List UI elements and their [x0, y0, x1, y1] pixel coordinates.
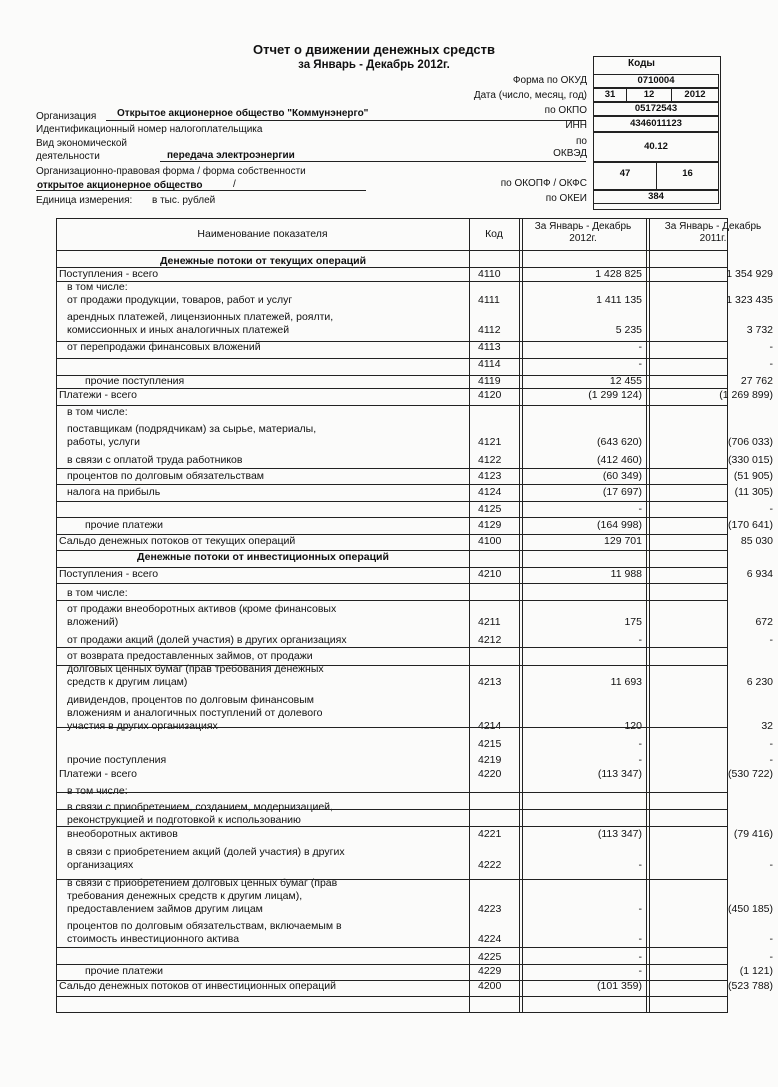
row-value-2011: -: [769, 951, 773, 963]
row-code: 4210: [478, 568, 502, 580]
row-divider: [56, 647, 728, 648]
row-name: реконструкцией и подготовкой к использованию: [67, 814, 301, 826]
row-value-2012: 5 235: [615, 324, 642, 336]
row-name: в связи с приобретением долговых ценных бумаг (прав: [67, 877, 338, 889]
row-value-2012: -: [638, 965, 642, 977]
row-code: 4224: [478, 933, 502, 945]
row-code: 4114: [478, 358, 501, 370]
okud-value: 0710004: [593, 74, 719, 88]
row-value-2011: (450 185): [728, 903, 773, 915]
okei-label: по ОКЕИ: [545, 193, 587, 204]
row-value-2012: -: [638, 358, 642, 370]
date-day: 31: [593, 88, 627, 102]
row-value-2012: (101 359): [597, 980, 642, 992]
row-name: в том числе:: [67, 785, 128, 797]
row-name: прочие платежи: [85, 519, 163, 531]
row-name: процентов по долговым обязательствам, включаемым в: [67, 920, 342, 932]
okved-label-2: ОКВЭД: [553, 148, 587, 159]
row-name: Платежи - всего: [59, 768, 137, 780]
date-year: 2012: [671, 88, 719, 102]
row-value-2012: -: [638, 503, 642, 515]
row-value-2011: -: [769, 738, 773, 750]
row-value-2012: -: [638, 738, 642, 750]
okpo-label: по ОКПО: [544, 105, 587, 116]
row-code: 4124: [478, 486, 502, 498]
col-header-2011-line1: За Январь - Декабрь: [664, 221, 762, 232]
row-divider: [56, 583, 728, 584]
row-value-2012: 11 693: [610, 676, 642, 688]
row-name: от продажи внеоборотных активов (кроме финансовых: [67, 603, 337, 615]
row-code: 4229: [478, 965, 502, 977]
okfs-value: 16: [656, 162, 719, 190]
activity-label-1: Вид экономической: [36, 138, 127, 149]
row-name: Поступления - всего: [59, 568, 159, 580]
row-value-2012: 1 428 825: [595, 268, 642, 280]
row-name: предоставлением займов другим лицам: [67, 903, 263, 915]
row-value-2012: (60 349): [602, 470, 642, 482]
codes-heading: Коды: [628, 58, 655, 69]
row-name: процентов по долговым обязательствам: [67, 470, 265, 482]
row-divider: [56, 341, 728, 342]
row-divider: [56, 1012, 728, 1013]
row-divider: [56, 484, 728, 485]
row-name: долговых ценных бумаг (прав требования денежных: [67, 663, 324, 675]
table-header-bottom: [56, 250, 728, 251]
row-code: 4112: [478, 324, 501, 336]
row-divider: [56, 947, 728, 948]
row-value-2012: (412 460): [597, 454, 642, 466]
row-code: 4110: [478, 268, 501, 280]
legal-form-separator: /: [233, 179, 236, 190]
row-code: 4222: [478, 859, 502, 871]
row-value-2011: (706 033): [728, 436, 773, 448]
row-divider: [56, 358, 728, 359]
row-divider: [56, 980, 728, 981]
row-value-2011: -: [769, 933, 773, 945]
okved-value: 40.12: [593, 132, 719, 162]
code-col-border: [469, 218, 470, 1013]
row-name: поставщикам (подрядчикам) за сырье, материалы,: [67, 423, 317, 435]
okopf-label: по ОКОПФ / ОКФС: [500, 178, 587, 189]
row-value-2011: -: [769, 341, 773, 353]
row-name: организациях: [67, 859, 134, 871]
row-value-2011: 3 732: [746, 324, 773, 336]
row-value-2012: (643 620): [597, 436, 642, 448]
col-header-2012-line1: За Январь - Декабрь: [534, 221, 632, 232]
unit-label: Единица измерения:: [36, 195, 133, 206]
row-code: 4125: [478, 503, 502, 515]
row-name: Поступления - всего: [59, 268, 159, 280]
date-month: 12: [626, 88, 672, 102]
section-heading: Денежные потоки от текущих операций: [159, 255, 367, 267]
row-name: Сальдо денежных потоков от инвестиционных операций: [59, 980, 336, 992]
row-value-2011: 85 030: [740, 535, 773, 547]
row-divider: [56, 879, 728, 880]
row-value-2011: -: [769, 754, 773, 766]
row-value-2011: (523 788): [728, 980, 773, 992]
row-name: вложений): [67, 616, 119, 628]
row-code: 4212: [478, 634, 502, 646]
row-value-2011: 1 354 929: [726, 268, 773, 280]
row-code: 4120: [478, 389, 502, 401]
row-code: 4111: [478, 294, 500, 306]
row-name: Сальдо денежных потоков от текущих операций: [59, 535, 296, 547]
row-divider: [56, 468, 728, 469]
row-value-2011: 6 230: [746, 676, 773, 688]
activity-label-2: деятельности: [36, 151, 100, 162]
page-title: Отчет о движении денежных средств: [252, 42, 496, 57]
row-name: требования денежных средств к другим лицам),: [67, 890, 303, 902]
row-divider: [56, 809, 728, 810]
row-name: Платежи - всего: [59, 389, 137, 401]
row-code: 4129: [478, 519, 502, 531]
row-value-2011: -: [769, 358, 773, 370]
okopf-value: 47: [593, 162, 657, 190]
col-header-code: Код: [485, 228, 503, 240]
row-value-2012: 11 988: [610, 568, 642, 580]
row-value-2012: 120: [624, 720, 642, 732]
row-value-2012: (113 347): [597, 768, 642, 780]
row-divider: [56, 517, 728, 518]
row-value-2011: (1 121): [739, 965, 773, 977]
row-value-2012: -: [638, 903, 642, 915]
row-value-2011: -: [769, 859, 773, 871]
row-code: 4225: [478, 951, 502, 963]
row-divider: [56, 267, 728, 268]
row-value-2012: -: [638, 933, 642, 945]
row-value-2012: 1 411 135: [596, 294, 642, 306]
row-value-2011: 6 934: [746, 568, 773, 580]
row-name: работы, услуги: [67, 436, 140, 448]
section-heading: Денежные потоки от инвестиционных операций: [137, 551, 389, 563]
row-divider: [56, 375, 728, 376]
row-name: от возврата предоставленных займов, от продажи: [67, 650, 313, 662]
row-value-2012: -: [638, 859, 642, 871]
okpo-value: 05172543: [593, 102, 719, 116]
row-code: 4123: [478, 470, 502, 482]
row-value-2011: 32: [761, 720, 773, 732]
value2011-col-border: [646, 218, 647, 1013]
row-value-2012: (1 299 124): [588, 389, 642, 401]
row-divider: [56, 996, 728, 997]
row-name: средств к другим лицам): [67, 676, 188, 688]
table-left-border: [56, 218, 57, 1013]
row-name: в том числе:: [67, 587, 128, 599]
table-top-border: [56, 218, 728, 219]
activity-value: передача электроэнергии: [167, 150, 295, 161]
inn-value: 4346011123: [593, 116, 719, 132]
row-value-2012: (17 697): [602, 486, 642, 498]
col-header-name: Наименование показателя: [197, 228, 328, 240]
row-code: 4113: [478, 341, 501, 353]
row-divider: [56, 567, 728, 568]
col-header-2012-line2: 2012г.: [569, 233, 597, 244]
row-name: дивидендов, процентов по долговым финансовым: [67, 694, 315, 706]
row-value-2012: (113 347): [597, 828, 642, 840]
row-divider: [56, 600, 728, 601]
row-value-2012: -: [638, 634, 642, 646]
row-value-2011: (1 269 899): [719, 389, 773, 401]
row-divider: [56, 281, 728, 282]
row-name: прочие платежи: [85, 965, 163, 977]
row-value-2012: 175: [624, 616, 642, 628]
row-value-2011: (11 305): [734, 486, 773, 498]
row-name: прочие поступления: [67, 754, 167, 766]
row-code: 4214: [478, 720, 502, 732]
row-value-2011: 27 762: [740, 375, 773, 387]
row-divider: [56, 665, 728, 666]
row-name: от продажи акций (долей участия) в других организациях: [67, 634, 347, 646]
row-value-2011: 672: [755, 616, 773, 628]
row-value-2012: -: [638, 951, 642, 963]
row-name: в том числе:: [67, 406, 128, 418]
okud-label: Форма по ОКУД: [512, 75, 587, 86]
row-name: вложениям и аналогичных поступлений от долевого: [67, 707, 323, 719]
row-code: 4122: [478, 454, 502, 466]
row-divider: [56, 964, 728, 965]
row-value-2011: -: [769, 634, 773, 646]
row-code: 4119: [478, 375, 501, 387]
row-name: участия в других организациях: [67, 720, 218, 732]
row-value-2012: -: [638, 754, 642, 766]
row-value-2011: (79 416): [733, 828, 773, 840]
legal-form-label: Организационно-правовая форма / форма собственности: [36, 166, 306, 177]
col-header-2011-line2: 2011г.: [699, 233, 727, 244]
row-value-2011: (170 641): [728, 519, 773, 531]
row-code: 4100: [478, 535, 502, 547]
row-divider: [56, 501, 728, 502]
row-name: налога на прибыль: [67, 486, 161, 498]
row-divider: [56, 534, 728, 535]
inn-code-label: ИНН: [565, 120, 587, 131]
row-name: прочие поступления: [85, 375, 185, 387]
org-value: Открытое акционерное общество "Коммунэнерго": [117, 108, 369, 119]
org-label: Организация: [36, 111, 97, 122]
row-code: 4213: [478, 676, 502, 688]
okei-value: 384: [593, 190, 719, 204]
row-name: стоимость инвестиционного актива: [67, 933, 240, 945]
row-divider: [56, 405, 728, 406]
row-name: арендных платежей, лицензионных платежей, роялти,: [67, 311, 334, 323]
row-code: 4220: [478, 768, 502, 780]
row-name: в том числе:: [67, 281, 128, 293]
row-code: 4223: [478, 903, 502, 915]
row-name: комиссионных и иных аналогичных платежей: [67, 324, 290, 336]
row-code: 4121: [478, 436, 502, 448]
taxpayer-id-label: Идентификационный номер налогоплательщика: [36, 124, 263, 135]
okved-label-1: по: [576, 136, 587, 147]
row-name: в связи с приобретением, созданием, модернизацией,: [67, 801, 333, 813]
row-code: 4221: [478, 828, 502, 840]
row-value-2011: 1 323 435: [726, 294, 773, 306]
row-code: 4215: [478, 738, 502, 750]
row-value-2011: -: [769, 503, 773, 515]
row-value-2012: 129 701: [604, 535, 642, 547]
report-period: за Январь - Декабрь 2012г.: [298, 59, 450, 71]
row-value-2011: (530 722): [728, 768, 773, 780]
row-value-2012: 12 455: [609, 375, 642, 387]
row-value-2011: (51 905): [733, 470, 773, 482]
legal-form-value: открытое акционерное общество: [37, 180, 203, 191]
row-value-2012: (164 998): [597, 519, 642, 531]
date-label: Дата (число, месяц, год): [473, 90, 587, 101]
row-name: от продажи продукции, товаров, работ и услуг: [67, 294, 293, 306]
row-name: в связи с приобретением акций (долей участия) в других: [67, 846, 345, 858]
row-name: внеоборотных активов: [67, 828, 178, 840]
row-value-2012: -: [638, 341, 642, 353]
row-divider: [56, 826, 728, 827]
row-value-2011: (330 015): [728, 454, 773, 466]
row-name: в связи с оплатой труда работников: [67, 454, 243, 466]
row-divider: [56, 550, 728, 551]
row-divider: [56, 792, 728, 793]
row-name: от перепродажи финансовых вложений: [67, 341, 261, 353]
unit-value: в тыс. рублей: [152, 195, 216, 206]
row-divider: [56, 388, 728, 389]
row-divider: [56, 727, 728, 728]
row-code: 4211: [478, 616, 501, 628]
row-code: 4200: [478, 980, 502, 992]
row-code: 4219: [478, 754, 502, 766]
